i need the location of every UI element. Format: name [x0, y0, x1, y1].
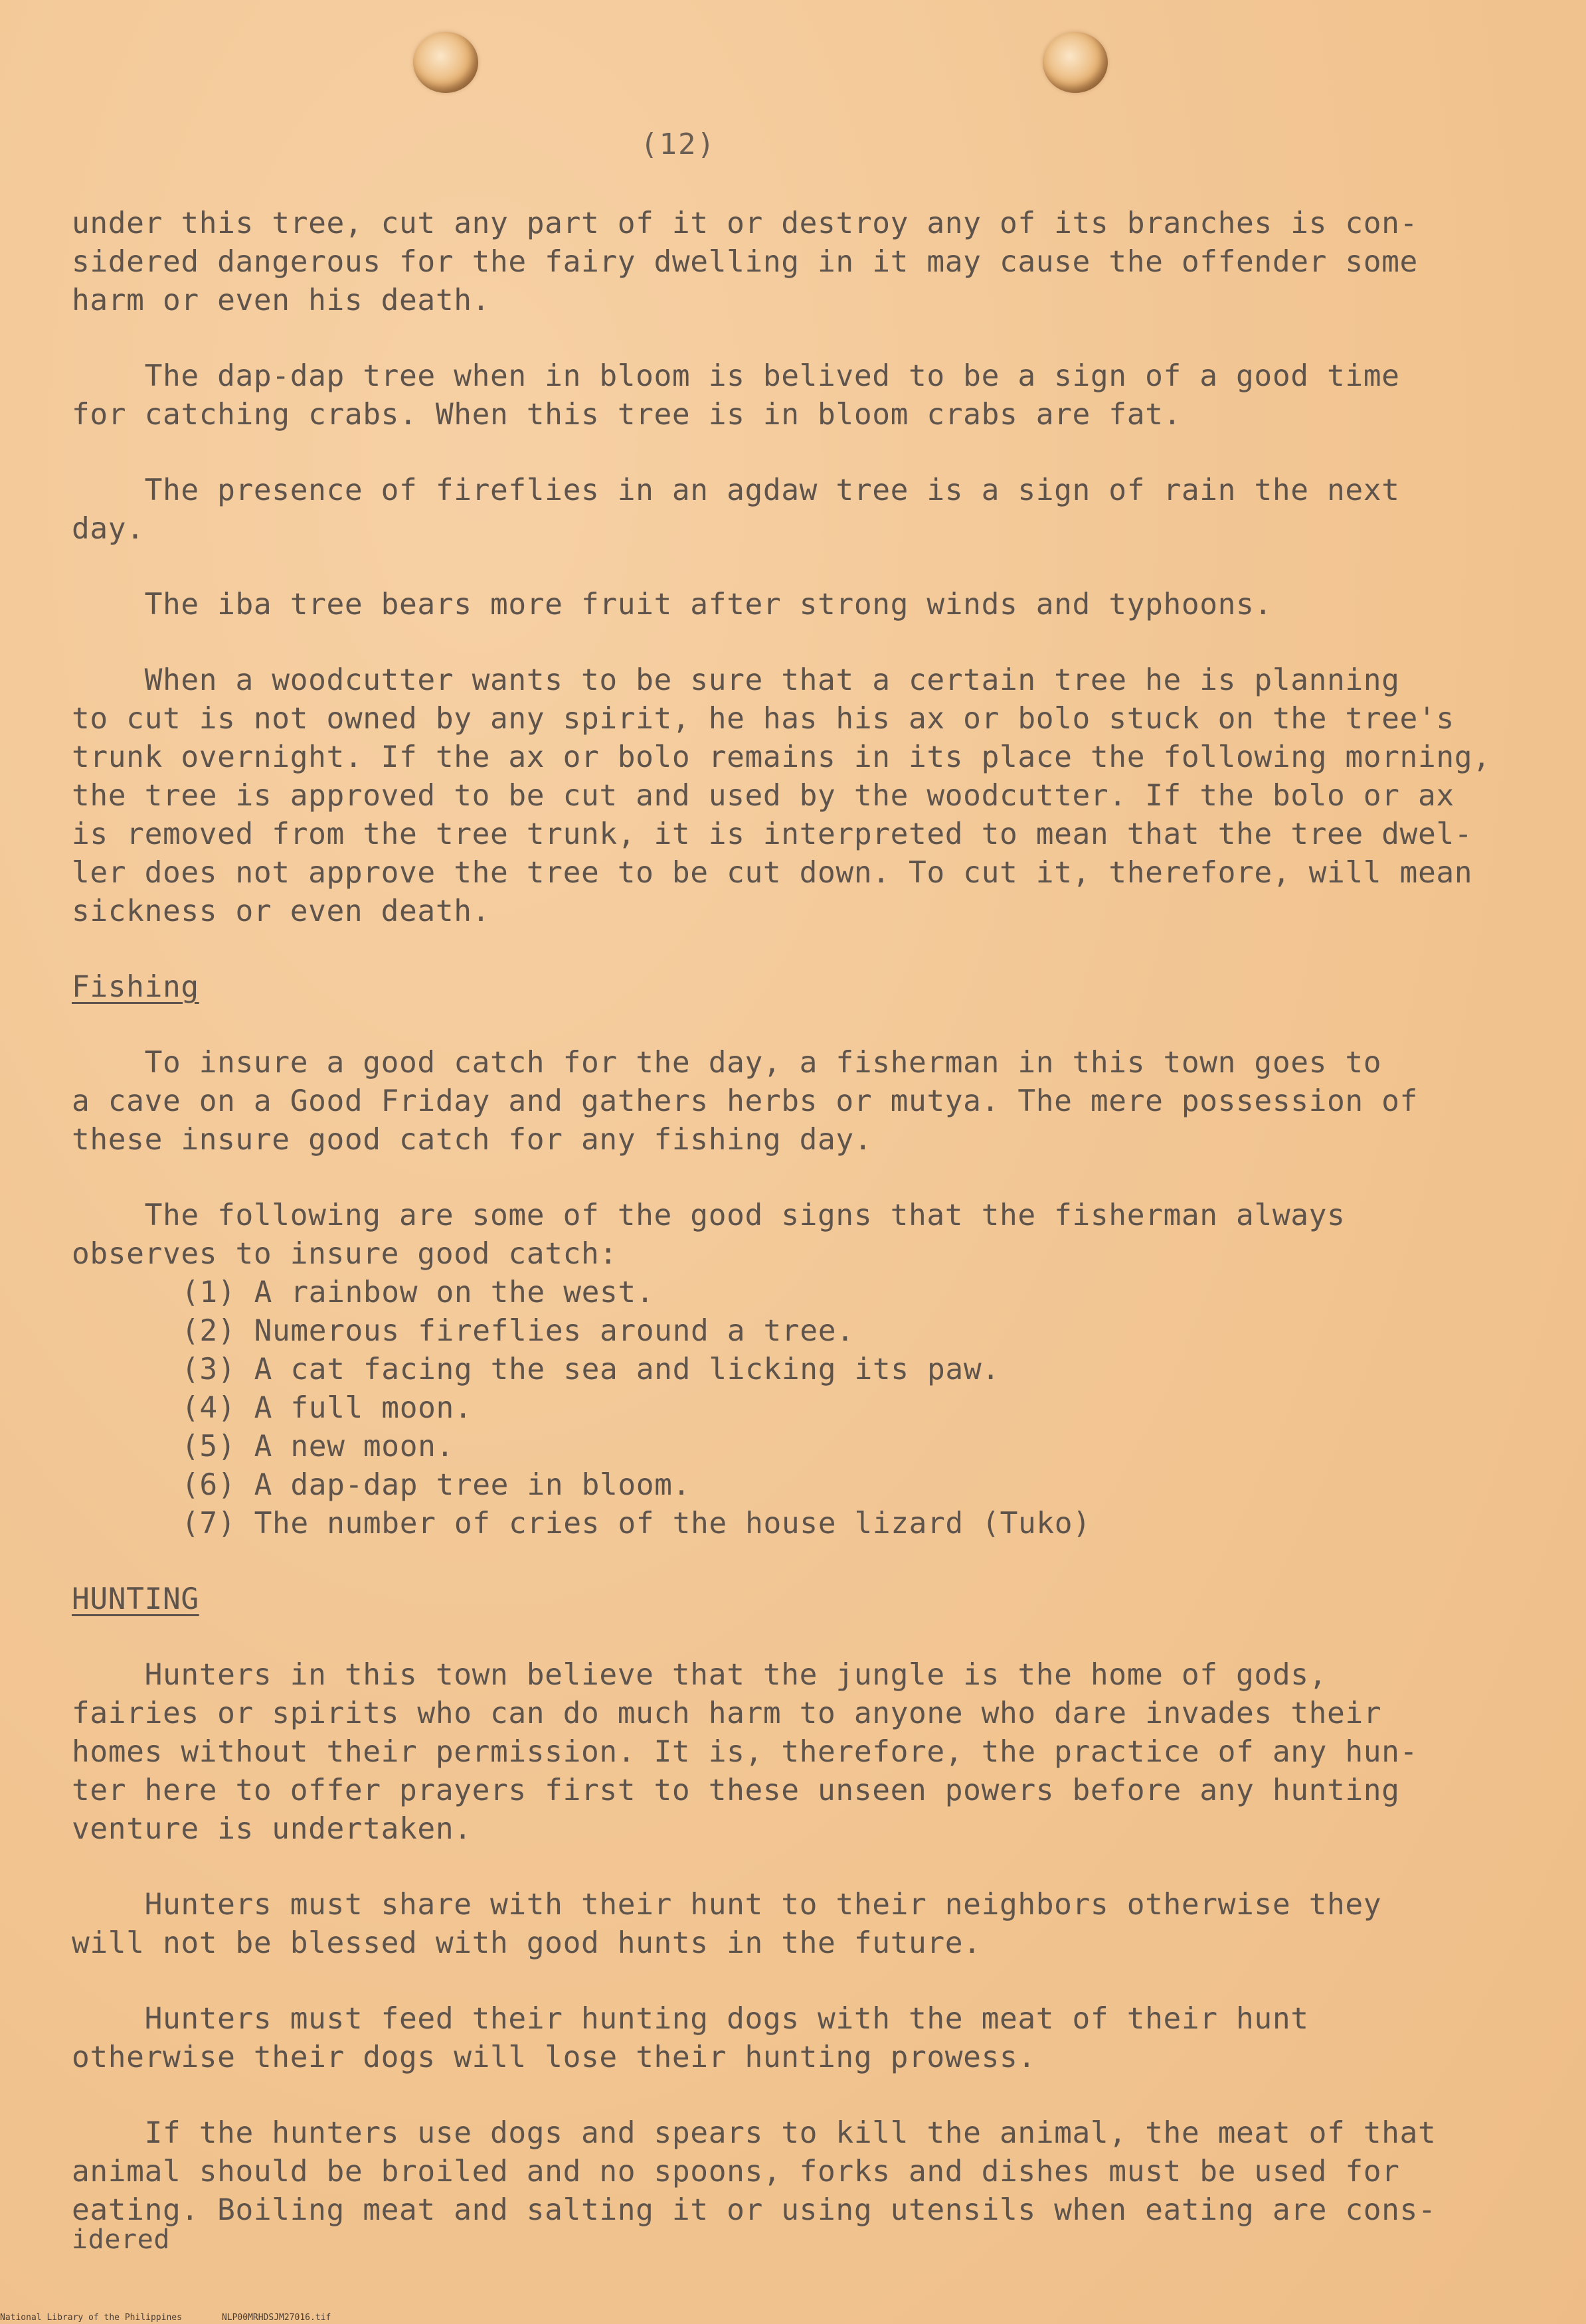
text-line: sickness or even death. — [72, 894, 490, 928]
paragraph-woodcutter — [72, 661, 1547, 931]
page-number: (12) — [640, 127, 716, 161]
section-heading-hunting: HUNTING — [72, 1582, 199, 1616]
paragraph-dogs — [72, 2000, 1547, 2077]
text-line: idered — [72, 2224, 171, 2255]
text-line: If the hunters use dogs and spears to kill the animal, the meat of that — [72, 2116, 1437, 2150]
list-item: (5) A new moon. — [181, 1430, 454, 1463]
text-line: is removed from the tree trunk, it is interpreted to mean that the tree dwel- — [72, 817, 1473, 851]
text-line: a cave on a Good Friday and gathers herbs or mutya. The mere possession of — [72, 1084, 1418, 1118]
text-line: The following are some of the good signs that the fisherman always — [72, 1199, 1346, 1232]
punch-hole-left — [413, 32, 478, 93]
text-line: Hunters in this town believe that the jungle is the home of gods, — [72, 1658, 1327, 1692]
text-line: these insure good catch for any fishing day. — [72, 1123, 873, 1157]
section-heading-fishing: Fishing — [72, 970, 199, 1004]
paragraph-dapdap — [72, 357, 1547, 434]
document-body — [72, 205, 1547, 2255]
paragraph-fireflies — [72, 471, 1547, 548]
paragraph-fishing — [72, 1044, 1547, 1159]
paragraph-share — [72, 1886, 1547, 1963]
text-line: animal should be broiled and no spoons, forks and dishes must be used for — [72, 2155, 1400, 2189]
text-line: sidered dangerous for the fairy dwelling in it may cause the offender some — [72, 245, 1418, 279]
list-item: (6) A dap-dap tree in bloom. — [181, 1468, 691, 1502]
text-line: eating. Boiling meat and salting it or using utensils when eating are cons- — [72, 2193, 1437, 2227]
text-line: day. — [72, 512, 145, 546]
text-line: ter here to offer prayers first to these unseen powers before any hunting — [72, 1774, 1400, 1807]
list-item: (7) The number of cries of the house lizard (Tuko) — [181, 1507, 1091, 1540]
text-line: for catching crabs. When this tree is in bloom crabs are fat. — [72, 398, 1182, 432]
text-line: observes to insure good catch: — [72, 1237, 618, 1271]
text-line: The dap-dap tree when in bloom is belived to be a sign of a good time — [72, 359, 1400, 393]
list-item: (2) Numerous fireflies around a tree. — [181, 1314, 855, 1348]
text-line: the tree is approved to be cut and used by the woodcutter. If the bolo or ax — [72, 779, 1454, 813]
text-line: harm or even his death. — [72, 284, 490, 317]
text-line: under this tree, cut any part of it or destroy any of its branches is con- — [72, 207, 1418, 240]
paragraph-intro — [72, 205, 1547, 320]
list-item: (3) A cat facing the sea and licking its paw. — [181, 1353, 1000, 1386]
text-line: When a woodcutter wants to be sure that a certain tree he is planning — [72, 663, 1400, 697]
text-line: homes without their permission. It is, therefore, the practice of any hun- — [72, 1735, 1418, 1769]
scan-footer — [0, 2313, 371, 2323]
good-signs-list — [72, 1274, 1547, 1543]
text-line: fairies or spirits who can do much harm to anyone who dare invades their — [72, 1697, 1382, 1730]
punch-hole-right — [1043, 32, 1108, 93]
footer-file-id: NLP00MRHDSJM27016.tif — [221, 2313, 331, 2323]
text-line: The presence of fireflies in an agdaw tree is a sign of rain the next — [72, 473, 1400, 507]
text-line: trunk overnight. If the ax or bolo remains in its place the following morning, — [72, 740, 1491, 774]
text-line: venture is undertaken. — [72, 1812, 472, 1846]
text-line: The iba tree bears more fruit after strong winds and typhoons. — [72, 588, 1273, 622]
paragraph-spears — [72, 2114, 1547, 2255]
text-line: to cut is not owned by any spirit, he has his ax or bolo stuck on the tree's — [72, 702, 1454, 736]
paragraph-hunting — [72, 1656, 1547, 1849]
text-line: otherwise their dogs will lose their hunting prowess. — [72, 2040, 1036, 2074]
text-line: ler does not approve the tree to be cut down. To cut it, therefore, will mean — [72, 856, 1473, 890]
list-item: (1) A rainbow on the west. — [181, 1276, 655, 1309]
list-item: (4) A full moon. — [181, 1391, 473, 1425]
text-line: Hunters must feed their hunting dogs with the meat of their hunt — [72, 2002, 1309, 2036]
text-line: To insure a good catch for the day, a fisherman in this town goes to — [72, 1046, 1382, 1080]
paragraph-iba — [72, 586, 1547, 624]
footer-institution: National Library of the Philippines — [0, 2313, 182, 2323]
text-line: Hunters must share with their hunt to their neighbors otherwise they — [72, 1888, 1382, 1922]
paragraph-signs-intro — [72, 1197, 1547, 1274]
text-line: will not be blessed with good hunts in the future. — [72, 1926, 982, 1960]
